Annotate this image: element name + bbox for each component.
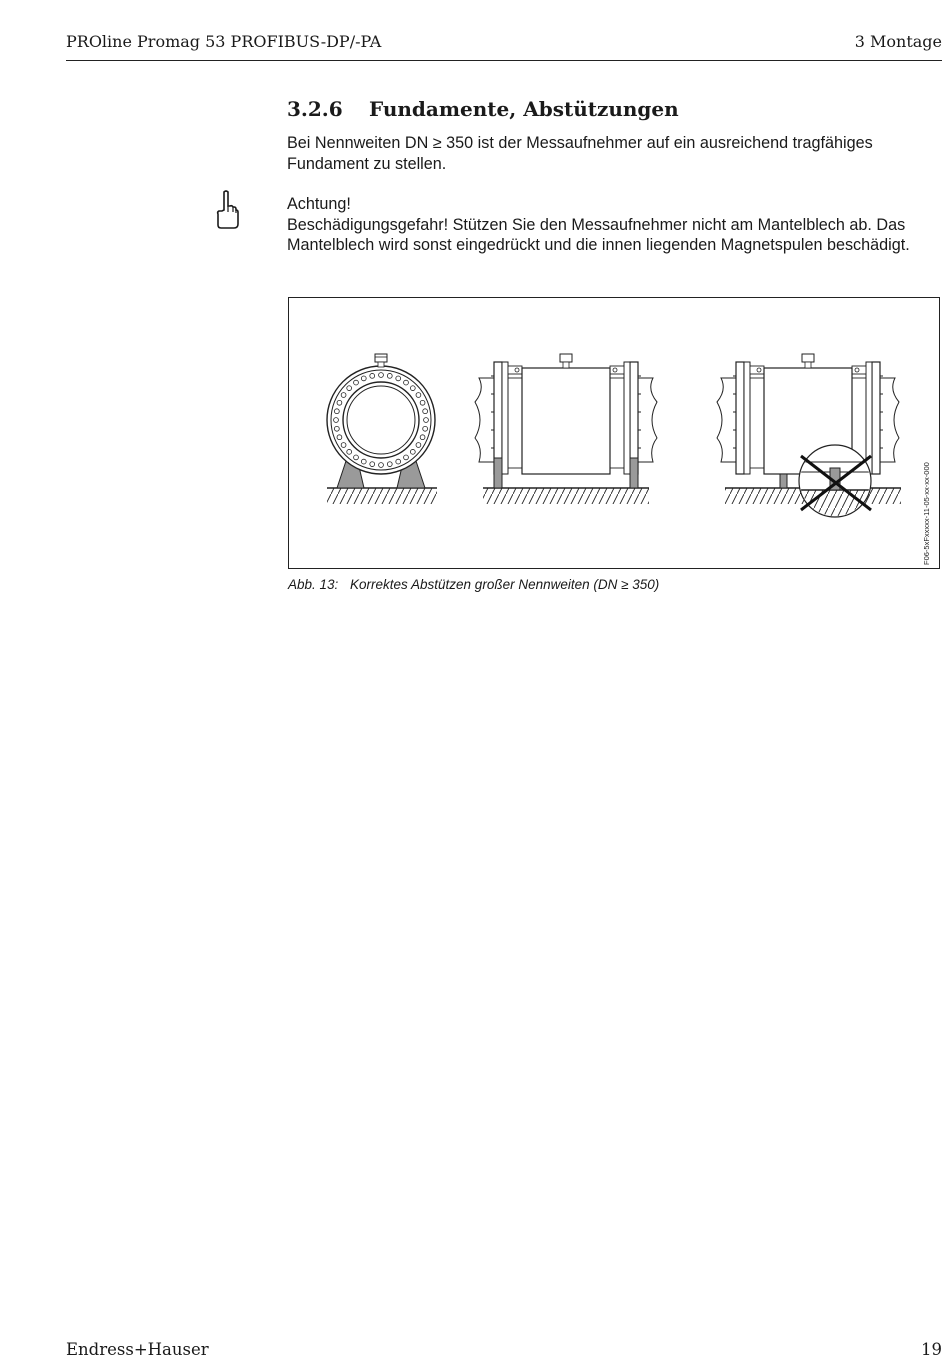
caption-label: Abb. 13:	[288, 577, 339, 592]
page-number: 19	[921, 1340, 942, 1359]
pointing-hand-icon	[213, 190, 239, 230]
flange-bolt-hole	[416, 443, 421, 448]
header-chapter: 3 Montage	[854, 32, 942, 51]
warning-text: Beschädigungsgefahr! Stützen Sie den Messaufnehmer nicht am Mantelblech ab. Das Mantelblech wird sonst eingedrückt und die innen liegenden Magnetspulen beschädigt.	[287, 215, 910, 254]
flange-bolt-hole	[361, 459, 366, 464]
flange-bolt-hole	[347, 386, 352, 391]
side-view-correct	[475, 354, 657, 504]
flange-bolt-hole	[410, 449, 415, 454]
side-view-incorrect	[717, 354, 901, 520]
flange-bolt-hole	[404, 380, 409, 385]
flange-bolt-hole	[404, 455, 409, 460]
flange-bolt-hole	[387, 373, 392, 378]
flange-bolt-hole	[396, 459, 401, 464]
flange-bolt-hole	[334, 409, 339, 414]
header-divider	[66, 60, 942, 61]
section-heading	[287, 97, 679, 121]
flange-bolt-hole	[334, 418, 339, 423]
warning-title: Achtung!	[287, 195, 351, 213]
footer-brand: Endress+Hauser	[66, 1340, 209, 1359]
flange-bolt-hole	[423, 426, 428, 431]
support-figure	[288, 297, 940, 569]
flange-bolt-hole	[420, 435, 425, 440]
flange-bolt-hole	[347, 449, 352, 454]
flange-bolt-hole	[379, 373, 384, 378]
flange-bolt-hole	[416, 393, 421, 398]
flange-bolt-hole	[420, 400, 425, 405]
flange-bolt-hole	[387, 462, 392, 467]
section-number: 3.2.6	[287, 97, 343, 121]
figure-code: F06-5xFxxxxx-11-05-xx-xx-000	[922, 462, 931, 565]
front-view-correct	[327, 354, 437, 504]
flange-bolt-hole	[410, 386, 415, 391]
flange-bolt-hole	[379, 463, 384, 468]
flange-bolt-hole	[423, 409, 428, 414]
flange-bolt-hole	[370, 373, 375, 378]
flange-bolt-hole	[354, 380, 359, 385]
support-illustration	[289, 298, 941, 570]
page-header	[66, 32, 942, 54]
flange-bolt-hole	[370, 462, 375, 467]
flange-bolt-hole	[337, 435, 342, 440]
caption-text: Korrektes Abstützen großer Nennweiten (DN ≥ 350)	[350, 577, 660, 592]
figure-caption	[288, 577, 659, 592]
flange-bolt-hole	[396, 376, 401, 381]
flange-bolt-hole	[334, 426, 339, 431]
warning-block	[287, 194, 927, 256]
intro-paragraph: Bei Nennweiten DN ≥ 350 ist der Messaufnehmer auf ein ausreichend tragfähiges Fundament zu stellen.	[287, 134, 873, 173]
flange-bolt-hole	[341, 443, 346, 448]
flange-bolt-hole	[424, 418, 429, 423]
header-document-title: PROline Promag 53 PROFIBUS-DP/-PA	[66, 32, 382, 51]
flange-bolt-hole	[361, 376, 366, 381]
flange-bolt-hole	[341, 393, 346, 398]
flange-bolt-hole	[354, 455, 359, 460]
section-title: Fundamente, Abstützungen	[369, 97, 679, 121]
flange-bolt-hole	[337, 400, 342, 405]
